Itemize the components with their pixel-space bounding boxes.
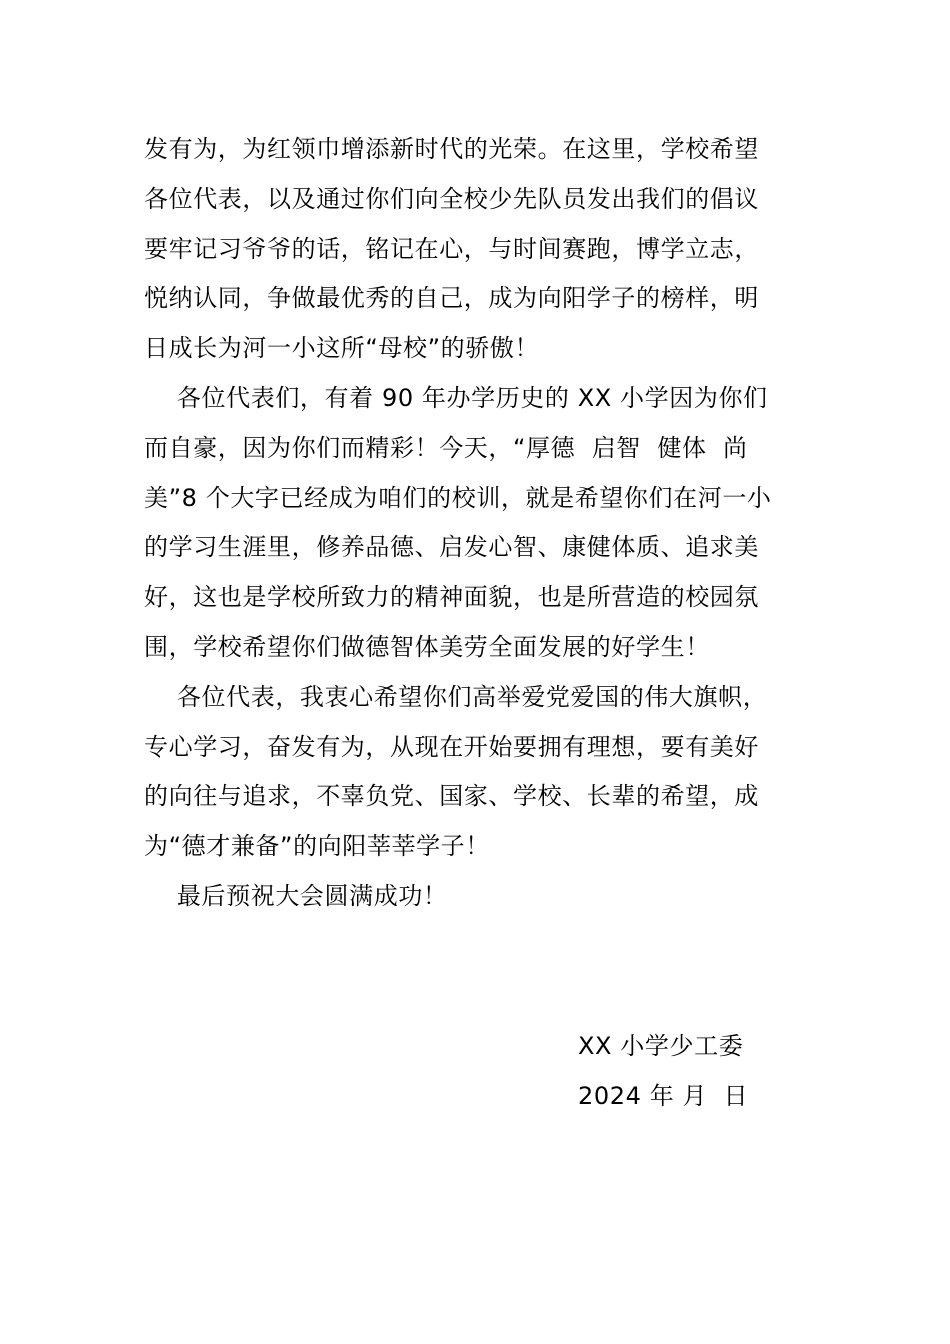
signature-date: 2024 年 月 日 xyxy=(578,1081,749,1110)
text-line-2: 各位代表，以及通过你们向全校少先队员发出我们的倡议 xyxy=(144,184,759,213)
text-line-13: 专心学习，奋发有为，从现在开始要拥有理想，要有美好 xyxy=(144,732,759,761)
text-line-5: 日成长为河一小这所“母校”的骄傲！ xyxy=(144,334,540,363)
signature-block xyxy=(578,1022,748,1122)
text-line-4: 悦纳认同，争做最优秀的自己，成为向阳学子的榜样，明 xyxy=(144,284,759,313)
text-line-8: 美”8 个大字已经成为咱们的校训，就是希望你们在河一小 xyxy=(144,483,772,512)
text-line-7: 而自豪，因为你们而精彩！今天，“厚德 启智 健体 尚 xyxy=(144,433,748,462)
letter-body xyxy=(144,125,834,922)
text-line-14: 的向往与追求，不辜负党、国家、学校、长辈的希望，成 xyxy=(144,782,759,811)
text-line-10: 好，这也是学校所致力的精神面貌，也是所营造的校园氛 xyxy=(144,583,759,612)
signature-organization: XX 小学少工委 xyxy=(578,1032,744,1060)
text-line-9: 的学习生涯里，修养品德、启发心智、康健体质、追求美 xyxy=(144,533,759,562)
text-line-15: 为“德才兼备”的向阳莘莘学子！ xyxy=(144,832,490,861)
text-line-12: 各位代表，我衷心希望你们高举爱党爱国的伟大旗帜， xyxy=(144,682,768,711)
text-line-3: 要牢记习爷爷的话，铭记在心，与时间赛跑，博学立志， xyxy=(144,234,759,263)
text-line-11: 围，学校希望你们做德智体美劳全面发展的好学生！ xyxy=(144,632,710,661)
text-line-16: 最后预祝大会圆满成功！ xyxy=(144,881,448,910)
text-line-1: 发有为，为红领巾增添新时代的光荣。在这里，学校希望 xyxy=(144,135,759,163)
text-line-6: 各位代表们，有着 90 年办学历史的 XX 小学因为你们 xyxy=(144,383,768,412)
